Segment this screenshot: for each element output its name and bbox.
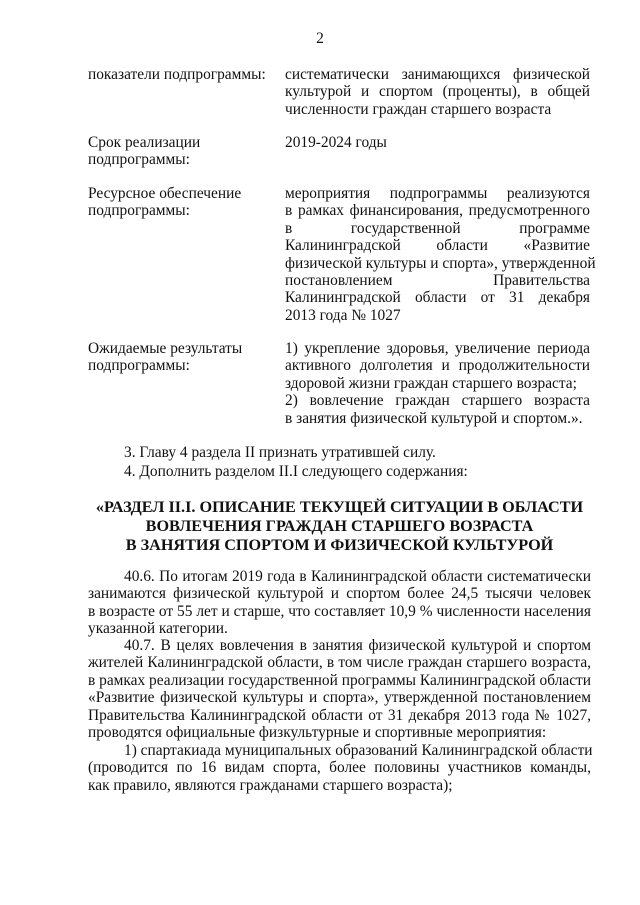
heading-line: ВОВЛЕЧЕНИЯ ГРАЖДАН СТАРШЕГО ВОЗРАСТА xyxy=(145,517,534,535)
paragraph-40-6 xyxy=(88,568,591,638)
value-line: 2013 года № 1027 xyxy=(285,306,401,324)
resources-label xyxy=(88,185,273,220)
paragraph-line: Правительства Калининградской области от 31 декабря 2013 года № 1027, xyxy=(88,706,591,724)
list-item-1 xyxy=(88,742,591,794)
value-line: 1) укрепление здоровья, увеличение периода xyxy=(285,340,590,357)
paragraph-line: «Развитие физической культуры и спорта», утвержденной постановлением xyxy=(88,689,591,707)
value-line: в государственной программе xyxy=(285,219,590,237)
paragraph-line: в рамках реализации государственной программы Калининградской области xyxy=(88,671,591,689)
term-label xyxy=(88,134,273,169)
amendment-3: 3. Главу 4 раздела II признать утратившей силу. xyxy=(124,444,436,461)
value-line: систематически занимающихся физической xyxy=(285,66,590,83)
label-line: Срок реализации xyxy=(88,134,201,151)
value-line: 2019-2024 годы xyxy=(285,134,387,151)
label-line: показатели подпрограммы: xyxy=(88,66,266,83)
indicators-value xyxy=(285,66,590,118)
indicators-label xyxy=(88,66,273,83)
paragraph-line: жителей Калининградской области, в том числе граждан старшего возраста, xyxy=(88,654,591,672)
heading-line: В ЗАНЯТИЯ СПОРТОМ И ФИЗИЧЕСКОЙ КУЛЬТУРОЙ xyxy=(125,536,554,554)
label-line: Ожидаемые результаты xyxy=(88,340,243,357)
label-line: подпрограммы: xyxy=(88,151,190,169)
paragraph-line: как правило, являются гражданами старшего возраста); xyxy=(88,776,453,794)
value-line: активного долголетия и продолжительности xyxy=(285,357,590,375)
heading-line: «РАЗДЕЛ II.I. ОПИСАНИЕ ТЕКУЩЕЙ СИТУАЦИИ В ОБЛАСТИ xyxy=(95,498,584,516)
results-label xyxy=(88,340,273,375)
value-line: постановлением Правительства xyxy=(285,272,590,290)
section-heading xyxy=(88,498,591,555)
amendment-4: 4. Дополнить разделом II.I следующего содержания: xyxy=(124,463,468,480)
value-line: культурой и спортом (проценты), в общей xyxy=(285,83,590,101)
value-line: мероприятия подпрограммы реализуются xyxy=(285,185,590,202)
paragraph-line: в возрасте от 55 лет и старше, что составляет 10,9 % численности населения xyxy=(88,602,591,620)
paragraph-line: указанной категории. xyxy=(88,620,228,638)
paragraph-line: 40.7. В целях вовлечения в занятия физической культурой и спортом xyxy=(124,637,591,654)
label-line: Ресурсное обеспечение xyxy=(88,185,242,202)
label-line: подпрограммы: xyxy=(88,357,190,375)
paragraph-line: проводятся официальные физкультурные и спортивные мероприятия: xyxy=(88,724,547,742)
value-line: физической культуры и спорта», утвержденной xyxy=(285,254,596,272)
paragraph-line: (проводится по 16 видам спорта, более половины участников команды, xyxy=(88,759,591,777)
value-line: численности граждан старшего возраста xyxy=(285,100,552,118)
page-number: 2 xyxy=(316,30,324,47)
term-value xyxy=(285,134,590,151)
value-line: в занятия физической культурой и спортом.». xyxy=(285,409,583,427)
value-line: 2) вовлечение граждан старшего возраста xyxy=(285,392,590,410)
value-line: здоровой жизни граждан старшего возраста; xyxy=(285,374,577,392)
paragraph-line: 40.6. По итогам 2019 года в Калининградской области систематически xyxy=(124,568,591,585)
value-line: Калининградской области «Развитие xyxy=(285,237,590,255)
paragraph-line: 1) спартакиада муниципальных образований Калининградской области xyxy=(124,742,593,759)
paragraph-40-7 xyxy=(88,637,591,741)
label-line: подпрограммы: xyxy=(88,202,190,220)
value-line: Калининградской области от 31 декабря xyxy=(285,289,590,307)
resources-value xyxy=(285,185,596,324)
results-value xyxy=(285,340,590,427)
paragraph-line: занимаются физической культурой и спортом более 24,5 тысячи человек xyxy=(88,585,591,603)
value-line: в рамках финансирования, предусмотренного xyxy=(285,202,590,220)
